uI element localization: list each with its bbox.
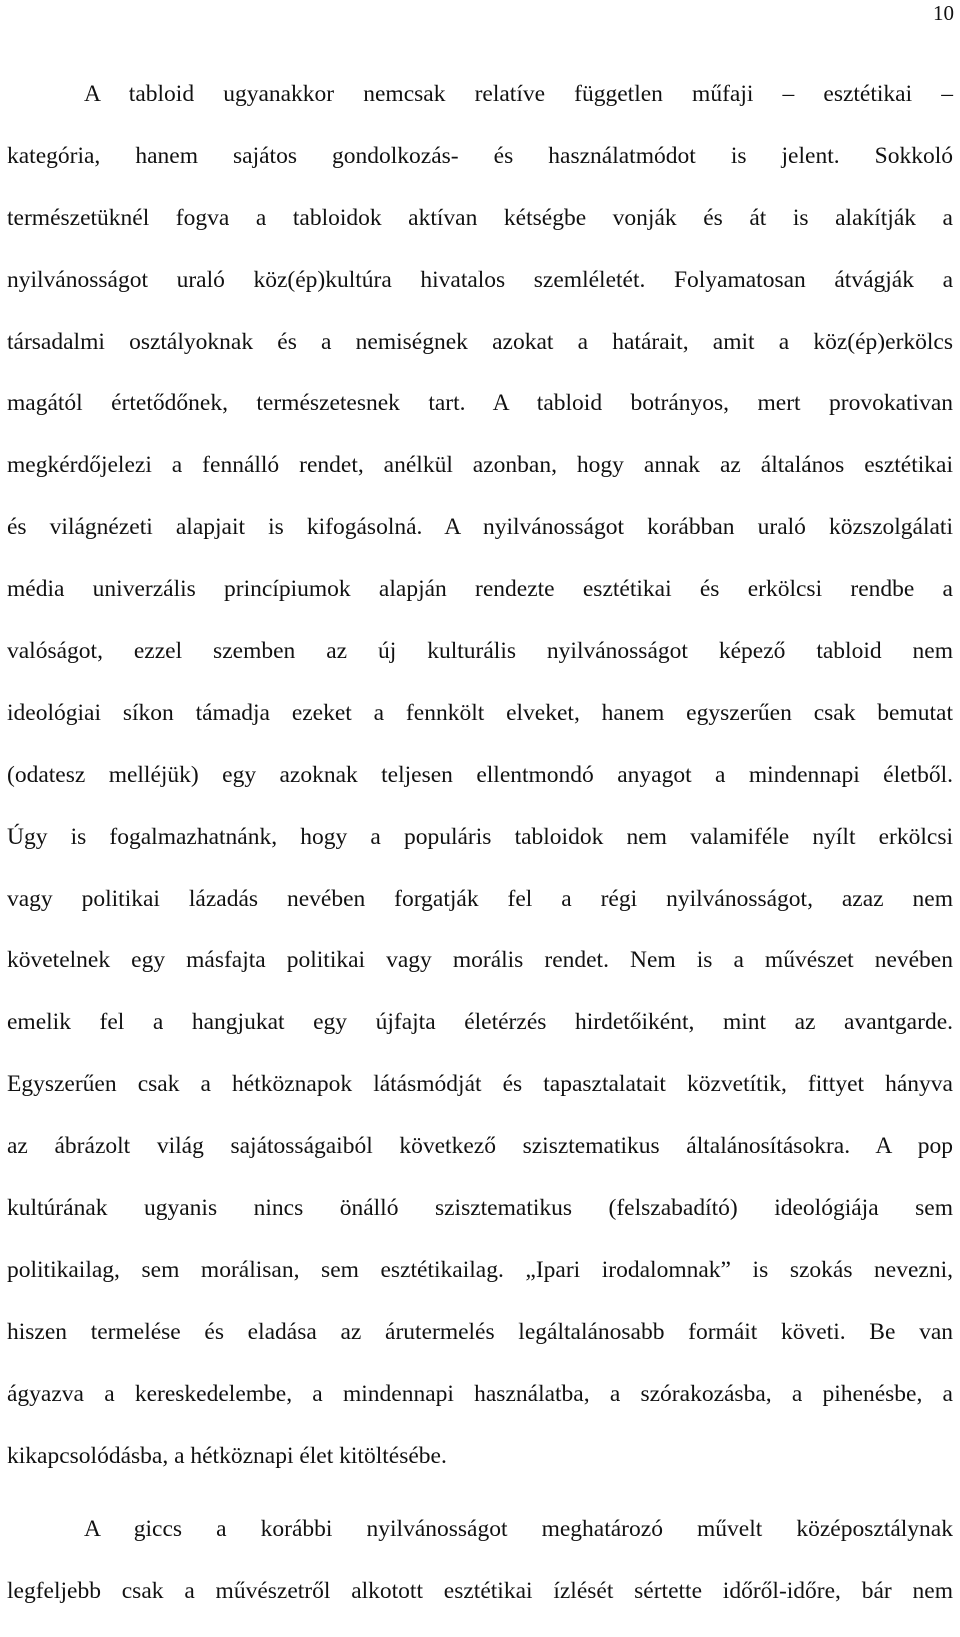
text-line: A tabloid ugyanakkor nemcsak relatíve független műfaji – esztétikai – <box>84 81 953 107</box>
text-line: követelnek egy másfajta politikai vagy morális rendet. Nem is a művészet nevében <box>7 947 953 974</box>
text-line: magától értetődőnek, természetesnek tart. A tabloid botrányos, mert provokativan <box>7 390 953 417</box>
text-line: (odatesz melléjük) egy azoknak teljesen ellentmondó anyagot a mindennapi életből. <box>7 761 953 788</box>
text-line: társadalmi osztályoknak és a nemiségnek azokat a határait, amit a köz(ép)erkölcs <box>7 328 953 355</box>
text-line: kultúrának ugyanis nincs önálló szisztematikus (felszabadító) ideológiája sem <box>7 1195 953 1222</box>
text-line: hiszen termelése és eladása az árutermelés legáltalánosabb formáit követi. Be van <box>7 1318 953 1345</box>
text-line: valóságot, ezzel szemben az új kulturális nyilvánosságot képező tabloid nem <box>7 638 953 665</box>
body-text <box>7 64 953 1623</box>
paragraph <box>7 1499 953 1623</box>
text-line: kikapcsolódásba, a hétköznapi élet kitöltésébe. <box>7 1442 447 1469</box>
text-line: vagy politikai lázadás nevében forgatják fel a régi nyilvánosságot, azaz nem <box>7 885 953 912</box>
text-line: természetüknél fogva a tabloidok aktívan kétségbe vonják és át is alakítják a <box>7 204 953 231</box>
text-line: Egyszerűen csak a hétköznapok látásmódját és tapasztalatait közvetítik, fittyet hányva <box>7 1071 953 1098</box>
text-line: politikailag, sem morálisan, sem esztétikailag. „Ipari irodalomnak” is szokás nevezni, <box>7 1256 953 1283</box>
text-line: ágyazva a kereskedelembe, a mindennapi használatba, a szórakozásba, a pihenésbe, a <box>7 1380 953 1407</box>
text-line: és világnézeti alapjait is kifogásolná. A nyilvánosságot korábban uraló közszolgálati <box>7 514 953 541</box>
text-line: A giccs a korábbi nyilvánosságot meghatározó művelt középosztálynak <box>84 1516 953 1543</box>
text-line: kategória, hanem sajátos gondolkozás- és használatmódot is jelent. Sokkoló <box>7 142 953 169</box>
text-line: nyilvánosságot uraló köz(ép)kultúra hivatalos szemléletét. Folyamatosan átvágják a <box>7 266 953 293</box>
text-line: az ábrázolt világ sajátosságaiból következő szisztematikus általánosításokra. A pop <box>7 1133 953 1160</box>
text-line: megkérdőjelezi a fennálló rendet, anélkül azonban, hogy annak az általános esztétikai <box>7 452 953 479</box>
text-line: Úgy is fogalmazhatnánk, hogy a populáris tabloidok nem valamiféle nyílt erkölcsi <box>7 823 953 850</box>
text-line: emelik fel a hangjukat egy újfajta életérzés hirdetőiként, mint az avantgarde. <box>7 1009 953 1036</box>
text-line: legfeljebb csak a művészetről alkotott esztétikai ízlését sértette időről-időre, bár nem <box>7 1578 953 1605</box>
text-line: ideológiai síkon támadja ezeket a fennkölt elveket, hanem egyszerűen csak bemutat <box>7 699 953 726</box>
paragraph <box>7 64 953 1487</box>
page-number: 10 <box>933 1 954 25</box>
text-line: média univerzális princípiumok alapján rendezte esztétikai és erkölcsi rendbe a <box>7 576 953 603</box>
